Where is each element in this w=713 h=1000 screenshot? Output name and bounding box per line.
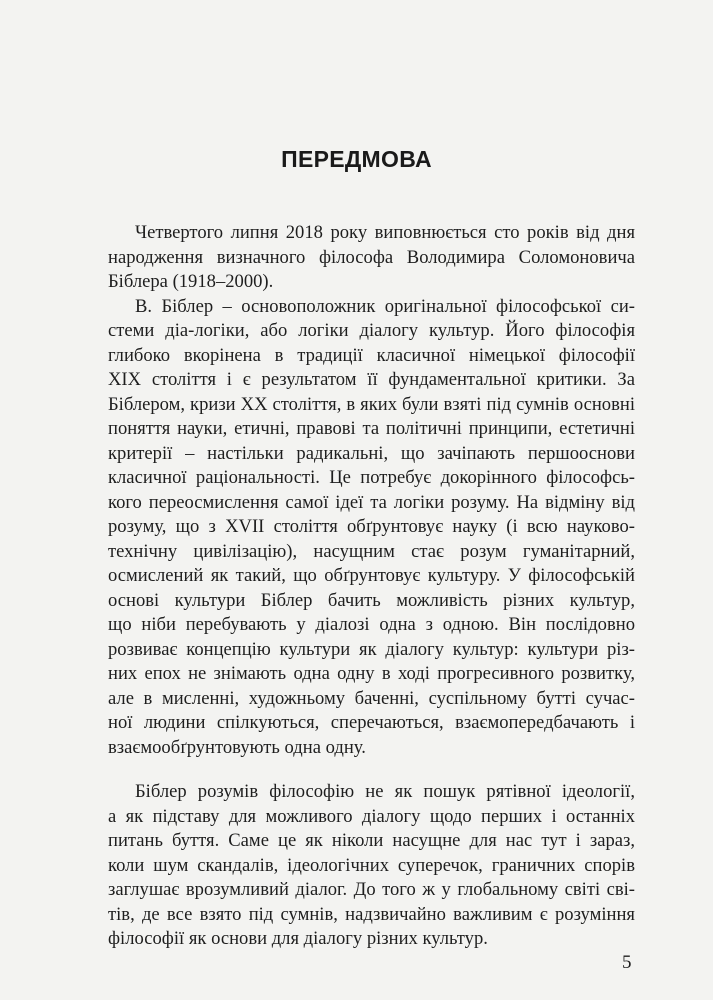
text-line: а як підставу для можливого діалогу щодо перших і останніх <box>108 805 635 827</box>
text-line: Четвертого липня 2018 року виповнюється сто років від дня <box>135 222 635 243</box>
text-line: розуму, що з XVII століття обґрунтовує науку (і всю науково- <box>108 516 635 537</box>
paragraph <box>108 221 635 295</box>
paragraph <box>108 295 635 761</box>
text-line: Біблером, кризи XX століття, в яких були взяті під сумнів основні <box>108 393 635 415</box>
text-line: але в мисленні, художньому баченні, суспільному бутті сучас- <box>108 687 635 709</box>
text-line: технічну цивілізацію), насущним стає розум гуманітарний, <box>108 540 635 562</box>
text-line: що ніби перебувають у діалозі одна з одною. Він послідовно <box>108 614 635 635</box>
text-line: заглушає врозумливий діалог. До того ж у глобальному світі сві- <box>108 879 635 900</box>
text-line: філософії як основи для діалогу різних культур. <box>108 928 488 949</box>
text-line: взаємообґрунтовують одна одну. <box>108 736 366 758</box>
body-text <box>108 221 635 952</box>
text-line: осмислений як такий, що обґрунтовує культуру. У філософській <box>108 565 635 586</box>
text-line: Біблер розумів філософію не як пошук рятівної ідеології, <box>135 781 635 802</box>
text-line: народження визначного філософа Володимира Соломоновича <box>108 246 635 268</box>
text-line: них епох не знімають одна одну в ході прогресивного розвитку, <box>108 663 635 684</box>
page-number: 5 <box>622 952 632 973</box>
text-line: Біблера (1918–2000). <box>108 271 274 292</box>
page-title: ПЕРЕДМОВА <box>281 146 432 172</box>
text-line: В. Біблер – основоположник оригінальної філософської си- <box>135 295 635 317</box>
text-line: основі культури Біблер бачить можливість різних культур, <box>108 589 635 611</box>
text-line: розвиває концепцію культури як діалогу культур: культури різ- <box>108 638 635 660</box>
text-line: глибоко вкорінена в традиції класичної німецької філософії <box>108 344 635 366</box>
text-line: XIX століття і є результатом її фундаментальної критики. За <box>108 369 635 390</box>
text-line: коли шум скандалів, ідеологічних суперечок, граничних спорів <box>108 854 635 876</box>
text-line: стеми діа-логіки, або логіки діалогу культур. Його філософія <box>108 320 635 341</box>
text-line: тів, де все взято під сумнів, надзвичайно важливим є розуміння <box>108 903 635 925</box>
paragraph <box>108 780 635 952</box>
text-line: питань буття. Саме це як ніколи насущне для нас тут і зараз, <box>108 830 635 851</box>
text-line: класичної раціональності. Це потребує докорінного філософсь- <box>108 467 635 488</box>
text-line: поняття науки, етичні, правові та політичні принципи, естетичні <box>108 418 635 439</box>
text-line: кого переосмислення самої ідеї та логіки розуму. На відміну від <box>108 491 635 513</box>
text-line: ної людини спілкуються, сперечаються, взаємопередбачають і <box>108 712 635 733</box>
text-line: критерії – настільки радикальні, що зачіпають першооснови <box>108 442 635 464</box>
